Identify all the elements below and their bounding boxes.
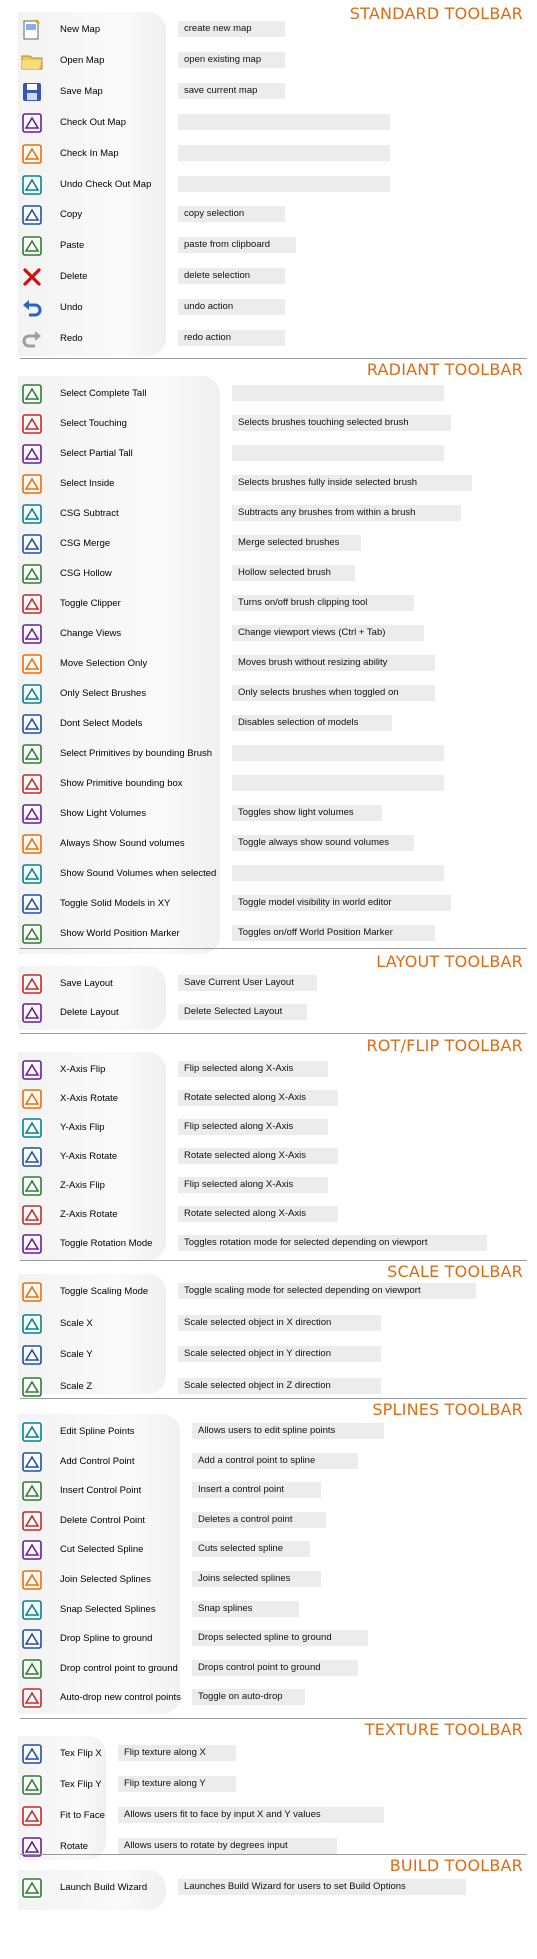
paste-icon[interactable] bbox=[20, 234, 44, 258]
tool-description: Merge selected brushes bbox=[232, 535, 361, 551]
section-divider bbox=[20, 1033, 527, 1034]
floppy-disk-icon[interactable] bbox=[20, 80, 44, 104]
toolbar-row bbox=[0, 862, 537, 888]
section-title: BUILD TOOLBAR bbox=[389, 1856, 523, 1875]
tool-description bbox=[178, 145, 390, 161]
tool-label: Z-Axis Rotate bbox=[60, 1209, 118, 1220]
toolbar-row bbox=[0, 1627, 537, 1653]
tool-description bbox=[232, 775, 444, 791]
toolbar-row bbox=[0, 1312, 537, 1338]
tool-label: Scale Y bbox=[60, 1349, 93, 1360]
tool-label: Save Map bbox=[60, 86, 103, 97]
tool-label: Toggle Clipper bbox=[60, 598, 121, 609]
scale-z-icon[interactable] bbox=[20, 1375, 44, 1399]
toolbar-row bbox=[0, 652, 537, 678]
toolbar-row bbox=[0, 1876, 537, 1902]
tool-description: Toggle scaling mode for selected depending on viewport bbox=[178, 1283, 476, 1299]
tool-label: Insert Control Point bbox=[60, 1485, 142, 1496]
toolbar-row bbox=[0, 1343, 537, 1369]
tool-description: create new map bbox=[178, 21, 285, 37]
toolbar-row bbox=[0, 772, 537, 798]
section-title: ROT/FLIP TOOLBAR bbox=[366, 1036, 523, 1055]
select-brushes-icon[interactable] bbox=[20, 682, 44, 706]
join-splines-icon[interactable] bbox=[20, 1568, 44, 1592]
tool-label: Change Views bbox=[60, 628, 122, 639]
toolbar-row bbox=[0, 173, 537, 199]
tool-description: Subtracts any brushes from within a brush bbox=[232, 505, 461, 521]
toolbar-row bbox=[0, 502, 537, 528]
toolbar-row bbox=[0, 1742, 537, 1768]
toolbar-row bbox=[0, 234, 537, 260]
tool-label: X-Axis Flip bbox=[60, 1064, 106, 1075]
drop-spline-icon[interactable] bbox=[20, 1627, 44, 1651]
select-partial-tall-icon[interactable] bbox=[20, 442, 44, 466]
tool-description: copy selection bbox=[178, 206, 285, 222]
tool-description bbox=[232, 445, 444, 461]
y-rotate-icon[interactable] bbox=[20, 1145, 44, 1169]
toolbar-row bbox=[0, 1479, 537, 1505]
tool-label: Select Touching bbox=[60, 418, 127, 429]
undo-arrow-icon[interactable] bbox=[20, 296, 44, 320]
tool-label: Undo Check Out Map bbox=[60, 179, 152, 190]
delete-point-icon[interactable] bbox=[20, 1509, 44, 1533]
edit-spline-icon[interactable] bbox=[20, 1420, 44, 1444]
tool-label: Launch Build Wizard bbox=[60, 1882, 148, 1893]
tool-label: Show Primitive bounding box bbox=[60, 778, 183, 789]
toolbar-row bbox=[0, 80, 537, 106]
tool-label: Show Sound Volumes when selected bbox=[60, 868, 217, 879]
open-folder-icon[interactable] bbox=[20, 49, 44, 73]
tool-description: Moves brush without resizing ability bbox=[232, 655, 435, 671]
tool-label: Delete Layout bbox=[60, 1007, 119, 1018]
toolbar-row bbox=[0, 712, 537, 738]
z-flip-icon[interactable] bbox=[20, 1174, 44, 1198]
primitive-bbox-icon[interactable] bbox=[20, 772, 44, 796]
toolbar-row bbox=[0, 1773, 537, 1799]
section-title: LAYOUT TOOLBAR bbox=[376, 952, 523, 971]
toolbar-row bbox=[0, 1804, 537, 1830]
tool-description: Rotate selected along X-Axis bbox=[178, 1206, 338, 1222]
toolbar-row bbox=[0, 142, 537, 168]
tool-label: Check Out Map bbox=[60, 117, 126, 128]
tool-description: open existing map bbox=[178, 52, 285, 68]
tool-label: Undo bbox=[60, 302, 83, 313]
toolbar-row bbox=[0, 442, 537, 468]
select-complete-tall-icon[interactable] bbox=[20, 382, 44, 406]
toolbar-row bbox=[0, 1001, 537, 1027]
section-title: SPLINES TOOLBAR bbox=[372, 1400, 523, 1419]
scaling-mode-icon[interactable] bbox=[20, 1280, 44, 1304]
section-divider bbox=[20, 358, 527, 359]
toolbar-row bbox=[0, 49, 537, 75]
tool-description: Flip selected along X-Axis bbox=[178, 1061, 328, 1077]
tool-label: X-Axis Rotate bbox=[60, 1093, 119, 1104]
delete-x-icon[interactable] bbox=[20, 265, 44, 289]
tool-description: Rotate selected along X-Axis bbox=[178, 1090, 338, 1106]
tool-description: undo action bbox=[178, 299, 285, 315]
tool-description: Scale selected object in Y direction bbox=[178, 1346, 381, 1362]
section-divider bbox=[20, 1260, 527, 1261]
tool-label: Delete Control Point bbox=[60, 1515, 146, 1526]
toolbar-row bbox=[0, 1509, 537, 1535]
undo-check-out-icon[interactable] bbox=[20, 173, 44, 197]
toolbar-row bbox=[0, 972, 537, 998]
tool-label: Toggle Rotation Mode bbox=[60, 1238, 153, 1249]
snap-splines-icon[interactable] bbox=[20, 1598, 44, 1622]
xyz-views-icon[interactable] bbox=[20, 622, 44, 646]
tool-label: Add Control Point bbox=[60, 1456, 135, 1467]
tool-label: Redo bbox=[60, 333, 83, 344]
toolbar-row bbox=[0, 1686, 537, 1712]
toolbar-row bbox=[0, 296, 537, 322]
tool-description bbox=[232, 865, 444, 881]
tool-description: Save Current User Layout bbox=[178, 975, 317, 991]
tool-description: Flip texture along X bbox=[118, 1745, 236, 1761]
new-map-icon[interactable] bbox=[20, 18, 44, 42]
tool-description: Change viewport views (Ctrl + Tab) bbox=[232, 625, 424, 641]
toolbar-row bbox=[0, 1058, 537, 1084]
position-marker-icon[interactable] bbox=[20, 922, 44, 946]
toolbar-row bbox=[0, 1538, 537, 1564]
csg-subtract-icon[interactable] bbox=[20, 502, 44, 526]
toolbar-row bbox=[0, 1598, 537, 1624]
toolbar-row bbox=[0, 892, 537, 918]
tool-label: Delete bbox=[60, 271, 88, 282]
tool-description: Flip selected along X-Axis bbox=[178, 1177, 328, 1193]
copy-icon[interactable] bbox=[20, 203, 44, 227]
tool-description bbox=[232, 385, 444, 401]
z-rotate-icon[interactable] bbox=[20, 1203, 44, 1227]
toolbar-row bbox=[0, 922, 537, 948]
toolbar-row bbox=[0, 265, 537, 291]
toolbar-row bbox=[0, 1657, 537, 1683]
tool-label: Save Layout bbox=[60, 978, 113, 989]
add-point-icon[interactable] bbox=[20, 1450, 44, 1474]
tool-description: Allows users to edit spline points bbox=[192, 1423, 384, 1439]
tool-description: Toggles show light volumes bbox=[232, 805, 382, 821]
toolbar-row bbox=[0, 562, 537, 588]
tool-label: Show Light Volumes bbox=[60, 808, 147, 819]
tex-rotate-icon[interactable] bbox=[20, 1835, 44, 1859]
toolbar-row bbox=[0, 18, 537, 44]
fit-face-icon[interactable] bbox=[20, 1804, 44, 1828]
section-title: SCALE TOOLBAR bbox=[387, 1262, 523, 1281]
tool-description: Flip selected along X-Axis bbox=[178, 1119, 328, 1135]
toolbar-row bbox=[0, 682, 537, 708]
tool-label: Drop Spline to ground bbox=[60, 1633, 153, 1644]
tool-label: Y-Axis Flip bbox=[60, 1122, 105, 1133]
tool-description: Cuts selected spline bbox=[192, 1541, 310, 1557]
clipper-icon[interactable] bbox=[20, 592, 44, 616]
tex-flip-y-icon[interactable] bbox=[20, 1773, 44, 1797]
tool-label: Tex Flip X bbox=[60, 1748, 102, 1759]
tool-label: Copy bbox=[60, 209, 83, 220]
toolbar-row bbox=[0, 1087, 537, 1113]
cut-spline-icon[interactable] bbox=[20, 1538, 44, 1562]
rotation-mode-icon[interactable] bbox=[20, 1232, 44, 1256]
tool-description: Scale selected object in X direction bbox=[178, 1315, 381, 1331]
tool-description: Drops control point to ground bbox=[192, 1660, 358, 1676]
tool-description: Hollow selected brush bbox=[232, 565, 355, 581]
tool-label: Z-Axis Flip bbox=[60, 1180, 105, 1191]
tool-description bbox=[232, 745, 444, 761]
tool-description: Toggle model visibility in world editor bbox=[232, 895, 451, 911]
tool-label: Select Partial Tall bbox=[60, 448, 133, 459]
no-models-icon[interactable] bbox=[20, 712, 44, 736]
tool-label: Drop control point to ground bbox=[60, 1663, 178, 1674]
section-title: STANDARD TOOLBAR bbox=[349, 4, 523, 23]
tool-label: Move Selection Only bbox=[60, 658, 148, 669]
toolbar-row bbox=[0, 592, 537, 618]
tool-description: Drops selected spline to ground bbox=[192, 1630, 368, 1646]
tool-description bbox=[178, 114, 390, 130]
tool-description: Snap splines bbox=[192, 1601, 299, 1617]
toolbar-row bbox=[0, 327, 537, 353]
auto-drop-icon[interactable] bbox=[20, 1686, 44, 1710]
tool-description: Selects brushes touching selected brush bbox=[232, 415, 451, 431]
toolbar-row bbox=[0, 111, 537, 137]
tool-description: save current map bbox=[178, 83, 285, 99]
scale-y-icon[interactable] bbox=[20, 1343, 44, 1367]
section-divider bbox=[20, 1398, 527, 1399]
toolbar-row bbox=[0, 1174, 537, 1200]
save-layout-icon[interactable] bbox=[20, 972, 44, 996]
toolbar-row bbox=[0, 1116, 537, 1142]
tool-label: Snap Selected Splines bbox=[60, 1604, 156, 1615]
toolbar-row bbox=[0, 1145, 537, 1171]
tool-description: Allows users to rotate by degrees input bbox=[118, 1838, 337, 1854]
csg-merge-icon[interactable] bbox=[20, 532, 44, 556]
tool-label: Only Select Brushes bbox=[60, 688, 147, 699]
toolbar-row bbox=[0, 1280, 537, 1306]
tool-label: CSG Merge bbox=[60, 538, 111, 549]
tool-label: Join Selected Splines bbox=[60, 1574, 151, 1585]
tool-description: Toggles on/off World Position Marker bbox=[232, 925, 435, 941]
tool-description: Joins selected splines bbox=[192, 1571, 321, 1587]
tool-description: redo action bbox=[178, 330, 285, 346]
toolbar-row bbox=[0, 1450, 537, 1476]
tool-label: Open Map bbox=[60, 55, 105, 66]
drop-point-icon[interactable] bbox=[20, 1657, 44, 1681]
redo-arrow-icon[interactable] bbox=[20, 327, 44, 351]
move-selection-icon[interactable] bbox=[20, 652, 44, 676]
tool-description bbox=[178, 176, 390, 192]
toolbar-row bbox=[0, 472, 537, 498]
tool-label: Toggle Scaling Mode bbox=[60, 1286, 149, 1297]
scale-x-icon[interactable] bbox=[20, 1312, 44, 1336]
tool-description: Insert a control point bbox=[192, 1482, 321, 1498]
check-in-icon[interactable] bbox=[20, 142, 44, 166]
tool-label: Dont Select Models bbox=[60, 718, 143, 729]
toolbar-row bbox=[0, 382, 537, 408]
section-divider bbox=[20, 1854, 527, 1855]
insert-point-icon[interactable] bbox=[20, 1479, 44, 1503]
solid-models-icon[interactable] bbox=[20, 892, 44, 916]
tool-label: Y-Axis Rotate bbox=[60, 1151, 118, 1162]
toolbar-row bbox=[0, 802, 537, 828]
section-divider bbox=[20, 1718, 527, 1719]
toolbar-row bbox=[0, 742, 537, 768]
select-primitives-icon[interactable] bbox=[20, 742, 44, 766]
toolbar-row bbox=[0, 532, 537, 558]
tool-description: Disables selection of models bbox=[232, 715, 392, 731]
sound-selected-icon[interactable] bbox=[20, 862, 44, 886]
tool-label: Check In Map bbox=[60, 148, 119, 159]
tool-description: Toggle always show sound volumes bbox=[232, 835, 414, 851]
tool-label: Cut Selected Spline bbox=[60, 1544, 144, 1555]
tool-description: delete selection bbox=[178, 268, 285, 284]
tex-flip-x-icon[interactable] bbox=[20, 1742, 44, 1766]
tool-description: Turns on/off brush clipping tool bbox=[232, 595, 414, 611]
tool-label: Show World Position Marker bbox=[60, 928, 180, 939]
y-flip-icon[interactable] bbox=[20, 1116, 44, 1140]
tool-label: Auto-drop new control points bbox=[60, 1692, 181, 1703]
toolbar-row bbox=[0, 412, 537, 438]
tool-description: Scale selected object in Z direction bbox=[178, 1378, 381, 1394]
x-rotate-icon[interactable] bbox=[20, 1087, 44, 1111]
tool-label: Select Complete Tall bbox=[60, 388, 147, 399]
tool-label: Scale X bbox=[60, 1318, 93, 1329]
delete-layout-icon[interactable] bbox=[20, 1001, 44, 1025]
toolbar-row bbox=[0, 1203, 537, 1229]
tool-description: Selects brushes fully inside selected brush bbox=[232, 475, 472, 491]
tool-description: Toggle on auto-drop bbox=[192, 1689, 305, 1705]
tool-description: Add a control point to spline bbox=[192, 1453, 358, 1469]
sound-volumes-icon[interactable] bbox=[20, 832, 44, 856]
tool-label: Select Inside bbox=[60, 478, 115, 489]
tool-description: Toggles rotation mode for selected depending on viewport bbox=[178, 1235, 487, 1251]
tool-description: Rotate selected along X-Axis bbox=[178, 1148, 338, 1164]
select-inside-icon[interactable] bbox=[20, 472, 44, 496]
csg-hollow-icon[interactable] bbox=[20, 562, 44, 586]
toolbar-row bbox=[0, 1420, 537, 1446]
section-title: RADIANT TOOLBAR bbox=[366, 360, 523, 379]
check-out-icon[interactable] bbox=[20, 111, 44, 135]
tool-description: paste from clipboard bbox=[178, 237, 296, 253]
light-volumes-icon[interactable] bbox=[20, 802, 44, 826]
tool-description: Allows users fit to face by input X and Y values bbox=[118, 1807, 384, 1823]
tool-label: CSG Subtract bbox=[60, 508, 119, 519]
toolbar-row bbox=[0, 1232, 537, 1258]
tool-description: Delete Selected Layout bbox=[178, 1004, 307, 1020]
tool-description: Flip texture along Y bbox=[118, 1776, 236, 1792]
tool-label: Rotate bbox=[60, 1841, 88, 1852]
toolbar-row bbox=[0, 1568, 537, 1594]
tool-description: Launches Build Wizard for users to set Build Options bbox=[178, 1879, 466, 1895]
tool-label: Paste bbox=[60, 240, 85, 251]
section-title: TEXTURE TOOLBAR bbox=[364, 1720, 523, 1739]
tool-label: CSG Hollow bbox=[60, 568, 112, 579]
section-divider bbox=[20, 948, 527, 949]
toolbar-row bbox=[0, 622, 537, 648]
tool-description: Only selects brushes when toggled on bbox=[232, 685, 435, 701]
build-wizard-icon[interactable] bbox=[20, 1876, 44, 1900]
tool-label: Edit Spline Points bbox=[60, 1426, 135, 1437]
tool-label: Fit to Face bbox=[60, 1810, 105, 1821]
toolbar-row bbox=[0, 203, 537, 229]
tool-label: Scale Z bbox=[60, 1381, 93, 1392]
tool-label: Select Primitives by bounding Brush bbox=[60, 748, 213, 759]
tool-label: New Map bbox=[60, 24, 101, 35]
select-touching-icon[interactable] bbox=[20, 412, 44, 436]
tool-description: Deletes a control point bbox=[192, 1512, 326, 1528]
x-flip-icon[interactable] bbox=[20, 1058, 44, 1082]
tool-label: Toggle Solid Models in XY bbox=[60, 898, 171, 909]
tool-label: Always Show Sound volumes bbox=[60, 838, 185, 849]
toolbar-row bbox=[0, 832, 537, 858]
tool-label: Tex Flip Y bbox=[60, 1779, 102, 1790]
